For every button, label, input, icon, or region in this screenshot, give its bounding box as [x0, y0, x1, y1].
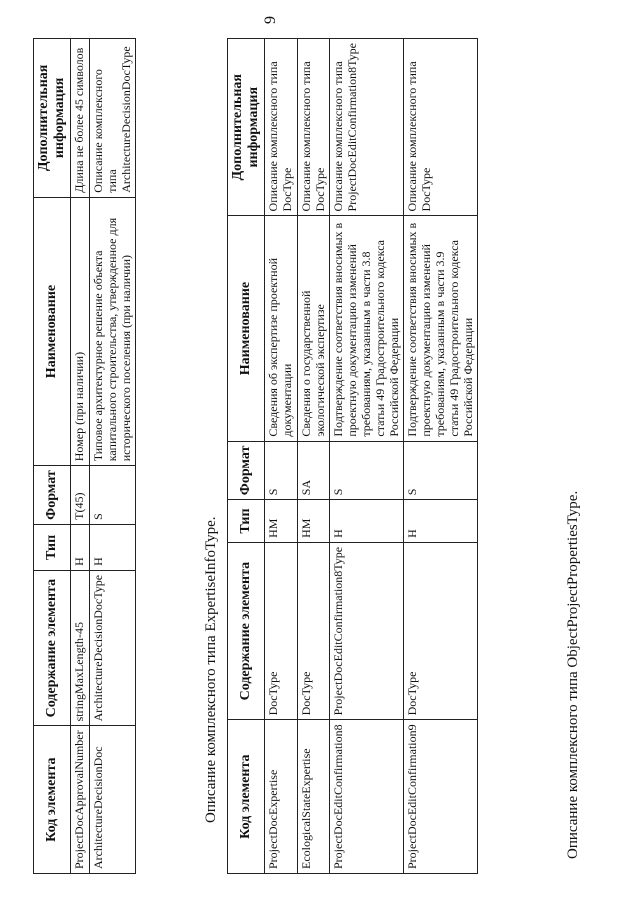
- header-content: Содержание элемента: [228, 542, 265, 719]
- cell-type: НМ: [297, 500, 330, 543]
- header-info: Дополнительная информация: [228, 39, 265, 216]
- cell-type: Н: [89, 524, 135, 570]
- table-row: [330, 39, 404, 874]
- cell-format: T(45): [71, 466, 90, 525]
- header-format: Формат: [228, 441, 265, 500]
- cell-name: Типовое архитектурное решение объекта капитального строительства, утвержденное для исторического поселения (при наличии): [89, 197, 135, 466]
- table-row: [404, 39, 478, 874]
- cell-code: ProjectDocEditConfirmation9: [404, 720, 478, 874]
- cell-name: Сведения о государственной экологической экспертизе: [297, 216, 330, 441]
- cell-content: DocType: [404, 542, 478, 719]
- cell-content: ProjectDocEditConfirmation8Type: [330, 542, 404, 719]
- cell-content: stringMaxLength-45: [71, 570, 90, 725]
- cell-code: ArchitectureDecisionDoc: [89, 726, 135, 874]
- cell-type: Н: [71, 524, 90, 570]
- cell-code: ProjectDocApprovalNumber: [71, 726, 90, 874]
- cell-content: DocType: [297, 542, 330, 719]
- header-format: Формат: [34, 466, 71, 525]
- cell-format: S: [265, 441, 298, 500]
- table-header-row: [228, 39, 265, 874]
- table-row: [265, 39, 298, 874]
- table-header-row: [34, 39, 71, 874]
- header-type: Тип: [228, 500, 265, 543]
- cell-format: SA: [297, 441, 330, 500]
- page-number: 9: [262, 16, 279, 24]
- cell-info: Длина не более 45 символов: [71, 39, 90, 198]
- header-code: Код элемента: [228, 720, 265, 874]
- cell-info: Описание комплексного типа ProjectDocEditConfirmation8Type: [330, 39, 404, 216]
- cell-content: DocType: [265, 542, 298, 719]
- header-info: Дополнительная информация: [34, 39, 71, 198]
- table-expertise: [227, 38, 478, 874]
- table-row: [71, 39, 90, 874]
- cell-content: ArchitectureDecisionDocType: [89, 570, 135, 725]
- table-row: [297, 39, 330, 874]
- cell-format: S: [404, 441, 478, 500]
- cell-format: S: [89, 466, 135, 525]
- cell-format: S: [330, 441, 404, 500]
- caption-object-properties: Описание комплексного типа ObjectProjectPropertiesType.: [565, 490, 581, 859]
- table-architecture: [33, 38, 136, 874]
- cell-info: Описание комплексного типа ArchitectureDecisionDocType: [89, 39, 135, 198]
- caption-expertise: Описание комплексного типа ExpertiseInfoType.: [203, 516, 219, 823]
- table-row: [89, 39, 135, 874]
- cell-info: Описание комплексного типа DocType: [404, 39, 478, 216]
- header-content: Содержание элемента: [34, 570, 71, 725]
- cell-name: Подтверждение соответствия вносимых в проектную документацию изменений требованиям, указанным в части 3.8 статьи 49 Градостроительного кодекса Российской Федерации: [330, 216, 404, 441]
- header-name: Наименование: [34, 197, 71, 466]
- cell-code: EcologicalStateExpertise: [297, 720, 330, 874]
- cell-type: Н: [404, 500, 478, 543]
- cell-name: Номер (при наличии): [71, 197, 90, 466]
- cell-name: Сведения об экспертизе проектной документации: [265, 216, 298, 441]
- header-code: Код элемента: [34, 726, 71, 874]
- cell-info: Описание комплексного типа DocType: [297, 39, 330, 216]
- cell-code: ProjectDocEditConfirmation8: [330, 720, 404, 874]
- header-name: Наименование: [228, 216, 265, 441]
- cell-type: НМ: [265, 500, 298, 543]
- cell-code: ProjectDocExpertise: [265, 720, 298, 874]
- header-type: Тип: [34, 524, 71, 570]
- cell-info: Описание комплексного типа DocType: [265, 39, 298, 216]
- cell-type: Н: [330, 500, 404, 543]
- cell-name: Подтверждение соответствия вносимых в проектную документацию изменений требованиям, указанным в части 3.9 статьи 49 Градостроительного кодекса Российской Федерации: [404, 216, 478, 441]
